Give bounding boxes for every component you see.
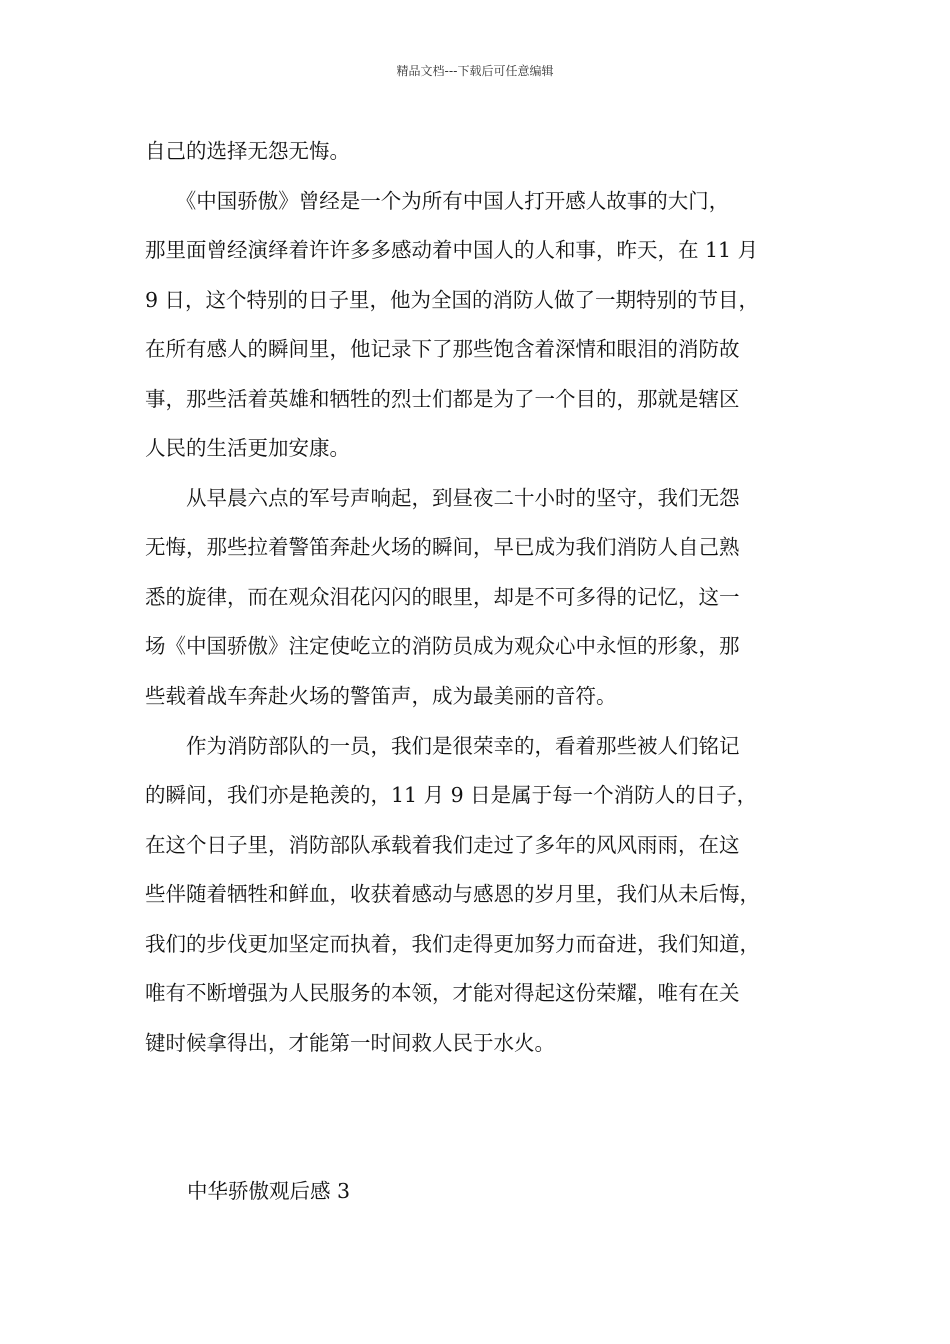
- text-line: 在这个日子里，消防部队承载着我们走过了多年的风风雨雨，在这: [145, 833, 740, 857]
- text-line: 些伴随着牺牲和鲜血，收获着感动与感恩的岁月里，我们从未后悔，: [145, 882, 760, 906]
- text-line: 9 日，这个特别的日子里，他为全国的消防人做了一期特别的节目，: [145, 288, 760, 312]
- text-line: 那里面曾经演绎着许许多多感动着中国人的人和事，昨天，在 11 月: [145, 238, 759, 262]
- text-line: 从早晨六点的军号声响起，到昼夜二十小时的坚守，我们无怨: [145, 486, 740, 510]
- page-header: 精品文档---下载后可任意编辑: [396, 64, 554, 78]
- text-line: 人民的生活更加安康。: [145, 436, 350, 460]
- text-line: 唯有不断增强为人民服务的本领，才能对得起这份荣耀，唯有在关: [145, 981, 740, 1005]
- text-line: 无悔，那些拉着警笛奔赴火场的瞬间，早已成为我们消防人自己熟: [145, 535, 740, 559]
- text-line: 《中国骄傲》曾经是一个为所有中国人打开感人故事的大门，: [145, 189, 730, 213]
- text-line: 些载着战车奔赴火场的警笛声，成为最美丽的音符。: [145, 684, 617, 708]
- text-line: 场《中国骄傲》注定使屹立的消防员成为观众心中永恒的形象，那: [145, 634, 740, 658]
- text-line: 自己的选择无怨无悔。: [145, 139, 350, 163]
- section-heading: 中华骄傲观后感 3: [187, 1179, 351, 1203]
- text-line: 作为消防部队的一员，我们是很荣幸的，看着那些被人们铭记: [145, 734, 740, 758]
- text-line: 悉的旋律，而在观众泪花闪闪的眼里，却是不可多得的记忆，这一: [145, 585, 740, 609]
- text-line: 我们的步伐更加坚定而执着，我们走得更加努力而奋进，我们知道，: [145, 932, 760, 956]
- text-line: 的瞬间，我们亦是艳羡的，11 月 9 日是属于每一个消防人的日子，: [145, 783, 758, 807]
- text-line: 事，那些活着英雄和牺牲的烈士们都是为了一个目的，那就是辖区: [145, 387, 740, 411]
- text-line: 在所有感人的瞬间里，他记录下了那些饱含着深情和眼泪的消防故: [145, 337, 740, 361]
- text-line: 键时候拿得出，才能第一时间救人民于水火。: [145, 1031, 555, 1055]
